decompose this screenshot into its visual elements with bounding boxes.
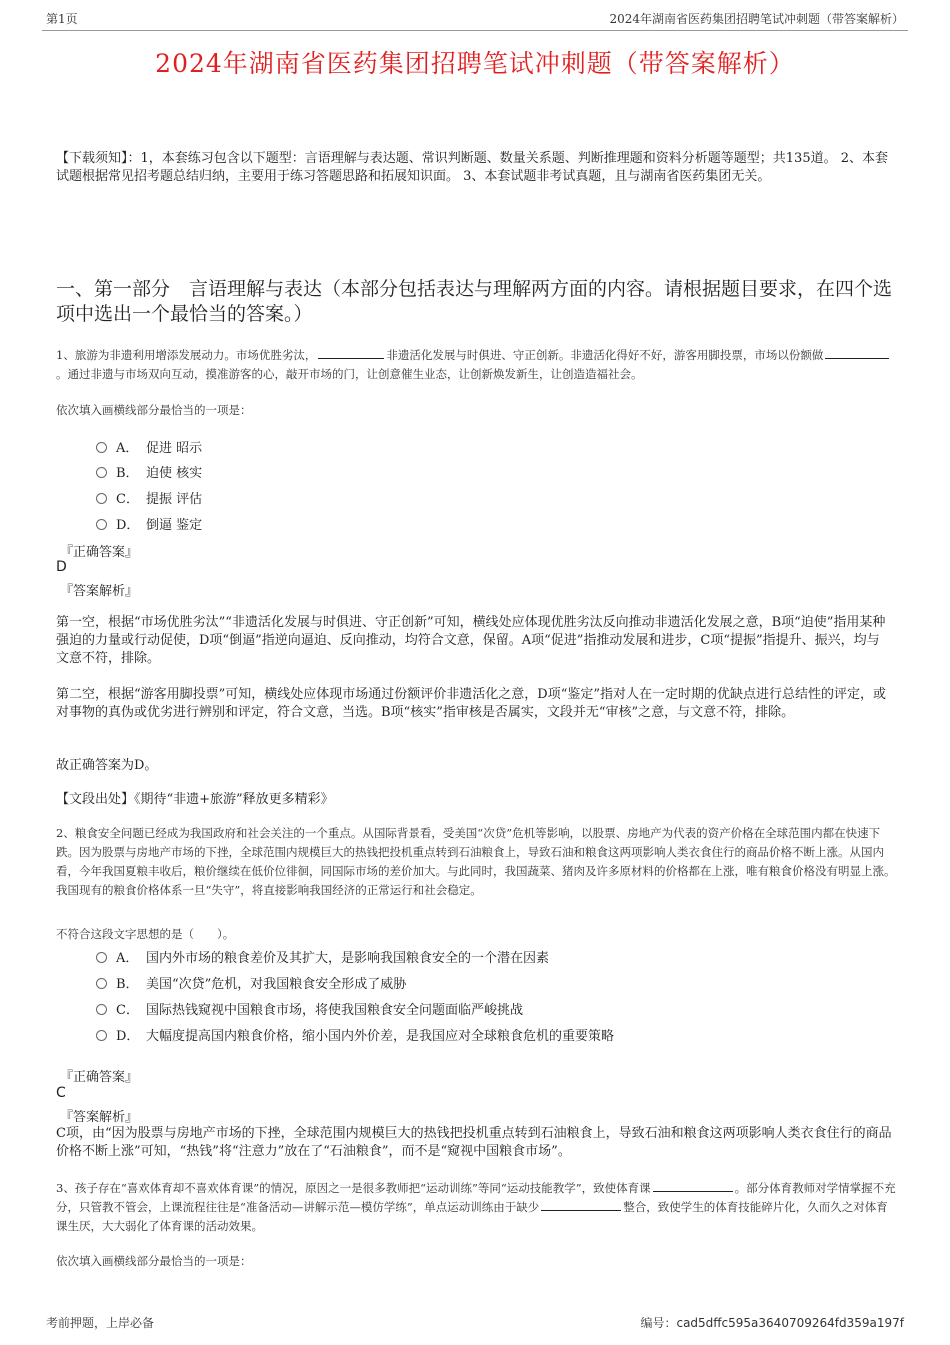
q2-answer: C xyxy=(56,1085,66,1101)
page-title: 2024年湖南省医药集团招聘笔试冲刺题（带答案解析） xyxy=(155,49,795,78)
q1-option-a[interactable]: A． 促进 昭示 xyxy=(96,437,202,456)
radio-icon[interactable] xyxy=(96,952,107,963)
question-1-prompt: 依次填入画横线部分最恰当的一项是： xyxy=(56,403,252,417)
question-2-prompt: 不符合这段文字思想的是（ ）。 xyxy=(56,927,235,941)
q2-answer-label: 『正确答案』 xyxy=(60,1070,139,1085)
header-doc-title: 2024年湖南省医药集团招聘笔试冲刺题（带答案解析） xyxy=(609,12,904,26)
footer-slogan: 考前押题，上岸必备 xyxy=(46,1316,155,1330)
q1-analysis-para-3: 故正确答案为D。 xyxy=(56,758,158,773)
q2-analysis-label: 『答案解析』 xyxy=(60,1110,139,1125)
q1-analysis-para-1: 第一空，根据“市场优胜劣汰”“非遗活化发展与时俱进、守正创新”可知，横线处应体现优胜劣汰反向推动非遗活化发展之意，B项“迫使”指用某种强迫的力量或行动促使，D项“倒逼”指逆向逼迫、反向推动，均符合文意，保留。A项“促进”指推动发展和进步，C项“提振”指提升、振兴，均与文意不符，排除。 xyxy=(56,615,886,666)
header-divider xyxy=(42,30,908,31)
q2-option-b[interactable]: B． 美国“次贷”危机，对我国粮食安全形成了威胁 xyxy=(96,973,406,992)
radio-icon[interactable] xyxy=(96,1004,107,1015)
q1-answer: D xyxy=(56,559,67,575)
radio-icon[interactable] xyxy=(96,493,107,504)
radio-icon[interactable] xyxy=(96,467,107,478)
question-1-stem: 1、旅游为非遗利用增添发展动力。市场优胜劣汰， 非遗活化发展与时俱进、守正创新。非遗活化得好不好，游客用脚投票，市场以份额做。通过非遗与市场双向互动，摸准游客的心，敲开市场的门，让创意催生业态，让创新焕发新生，让创造造福社会。 xyxy=(56,346,896,384)
q2-option-c[interactable]: C． 国际热钱窥视中国粮食市场，将使我国粮食安全问题面临严峻挑战 xyxy=(96,999,523,1018)
q1-analysis-label: 『答案解析』 xyxy=(60,584,139,599)
radio-icon[interactable] xyxy=(96,442,107,453)
radio-icon[interactable] xyxy=(96,1030,107,1041)
blank xyxy=(541,1198,621,1211)
q1-option-b[interactable]: B． 迫使 核实 xyxy=(96,462,202,481)
q2-option-a[interactable]: A． 国内外市场的粮食差价及其扩大，是影响我国粮食安全的一个潜在因素 xyxy=(96,947,549,966)
radio-icon[interactable] xyxy=(96,519,107,530)
blank xyxy=(318,346,384,359)
radio-icon[interactable] xyxy=(96,978,107,989)
q1-answer-label: 『正确答案』 xyxy=(60,545,139,560)
section-heading: 一、第一部分 言语理解与表达（本部分包括表达与理解两方面的内容。请根据题目要求，在四个选项中选出一个最恰当的答案。） xyxy=(56,278,893,325)
notice-text: ：1，本套练习包含以下题型：言语理解与表达题、常识判断题、数量关系题、判断推理题和资料分析题等题型；共135道。 2、本套试题根据常见招考题总结归纳，主要用于练习答题思路和拓展知识面。 3、本套试题非考试真题，且与湖南省医药集团无关。 xyxy=(56,151,889,184)
q2-analysis: C项，由“因为股票与房地产市场的下挫，全球范围内规模巨大的热钱把投机重点转到石油粮食上，导致石油和粮食这两项影响人类衣食住行的商品价格不断上涨”可知，“热钱”将“注意力”放在了“石油粮食”，而不是“窥视中国粮食市场”。 xyxy=(56,1126,892,1159)
notice-label: 【下载须知】 xyxy=(56,151,128,166)
q1-source: 【文段出处】《期待“非遗+旅游”释放更多精彩》 xyxy=(56,792,334,807)
q1-option-d[interactable]: D． 倒逼 鉴定 xyxy=(96,514,202,533)
question-3-stem: 3、孩子存在“喜欢体育却不喜欢体育课”的情况，原因之一是很多教师把“运动训练”等同“运动技能教学”，致使体育课 。部分体育教师对学情掌握不充分，只管教不管会，上课流程往往是“准备活动—讲解示范—模仿学练”，单点运动训练由于缺少 整合，致使学生的体育技能碎片化，久而久之对体育课生厌，大大弱化了体育课的活动效果。 xyxy=(56,1181,896,1233)
blank xyxy=(825,346,889,359)
q1-analysis-para-2: 第二空，根据“游客用脚投票”可知，横线处应体现市场通过份额评价非遗活化之意，D项“鉴定”指对人在一定时期的优缺点进行总结性的评定，或对事物的真伪或优劣进行辨别和评定，符合文意，当选。B项“核实”指审核是否属实，文段并无“审核”之意，与文意不符，排除。 xyxy=(56,687,887,720)
question-3-prompt: 依次填入画横线部分最恰当的一项是： xyxy=(56,1254,252,1268)
q2-option-d[interactable]: D． 大幅度提高国内粮食价格，缩小国内外价差，是我国应对全球粮食危机的重要策略 xyxy=(96,1025,614,1044)
q1-option-c[interactable]: C． 提振 评估 xyxy=(96,488,202,507)
download-notice xyxy=(56,150,896,186)
blank xyxy=(653,1179,733,1192)
question-2-stem: 2、粮食安全问题已经成为我国政府和社会关注的一个重点。从国际背景看，受美国“次贷”危机等影响，以股票、房地产为代表的资产价格在全球范围内都在快速下跌。因为股票与房地产市场的下挫，全球范围内规模巨大的热钱把投机重点转到石油粮食上，导致石油和粮食这两项影响人类衣食住行的商品价格不断上涨。从国内看，今年我国夏粮丰收后，粮价继续在低价位徘徊，同国际市场的差价加大。与此同时，我国蔬菜、猪肉及许多原材料的价格都在上涨，唯有粮食价格没有明显上涨。我国现有的粮食价格体系一旦“失守”，将直接影响我国经济的正常运行和社会稳定。 xyxy=(56,826,896,897)
page-number: 第1页 xyxy=(46,12,78,26)
footer-code: 编号：cad5dffc595a3640709264fd359a197f xyxy=(640,1316,904,1330)
